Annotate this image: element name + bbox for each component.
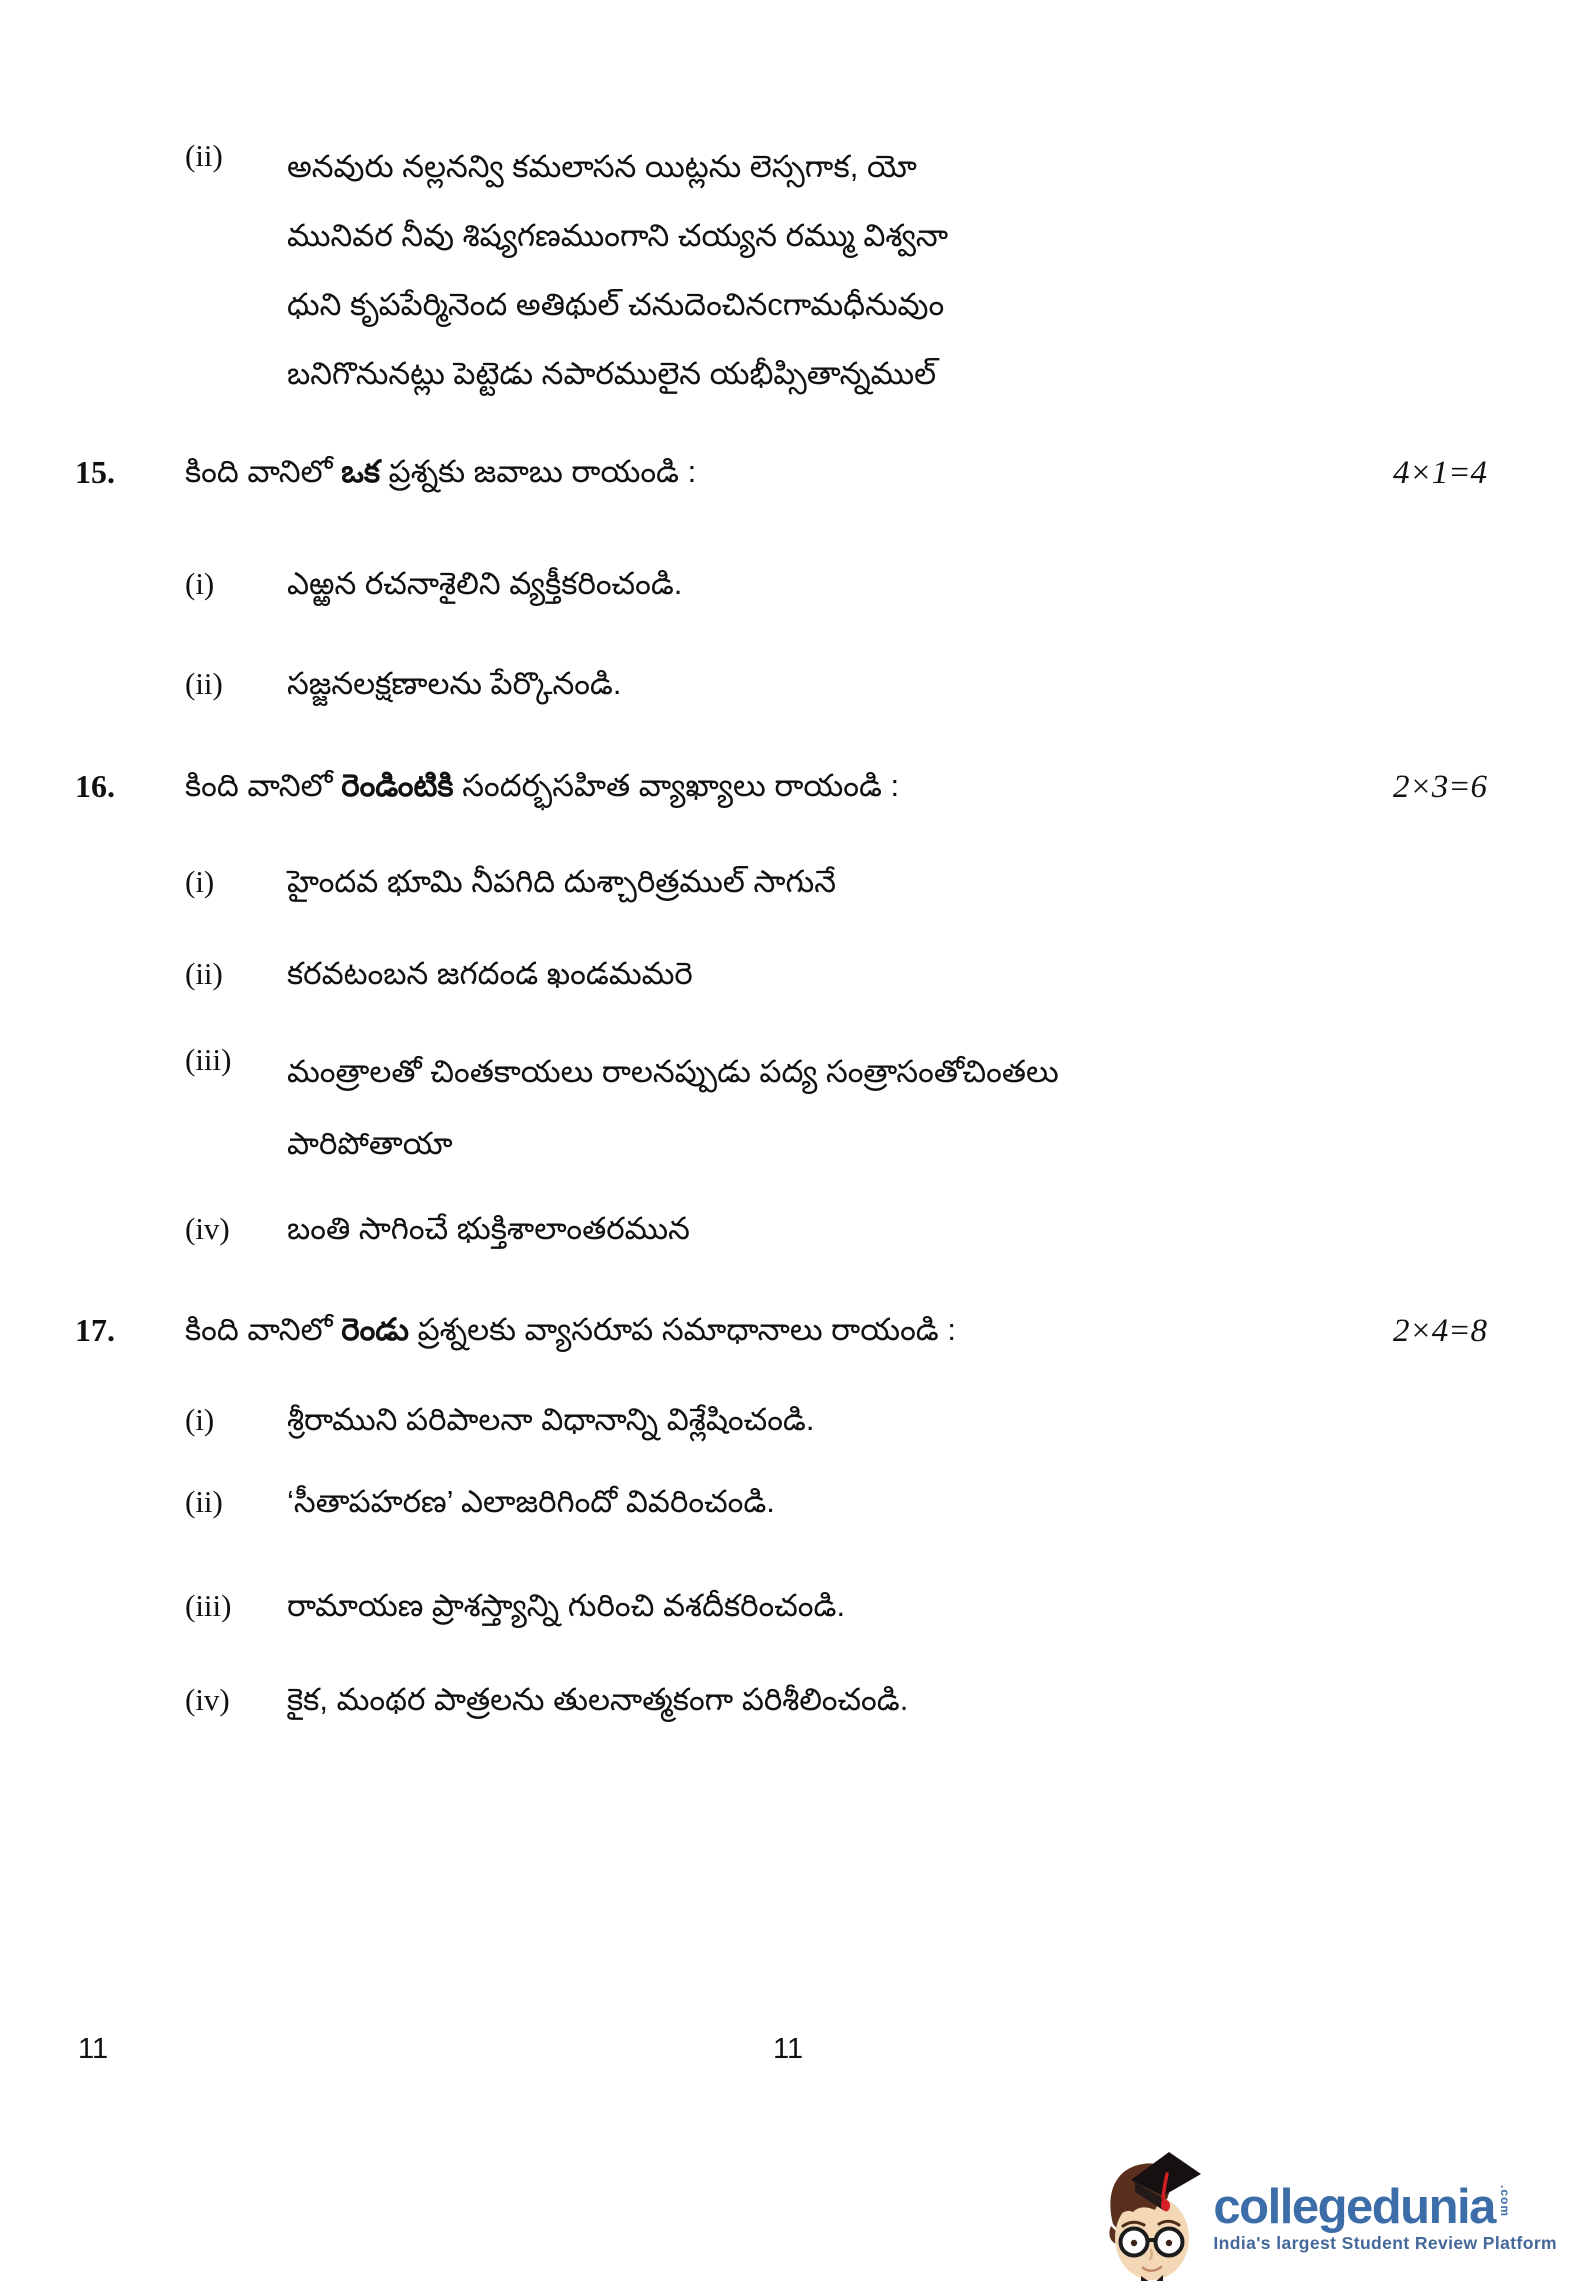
question-17-item-iv [0,1676,1571,1724]
item-text: కరవటంబన జగదండ ఖండమమరె [287,956,693,991]
verse-line: బనిగొనునట్లు పెట్టెడు నపారములైన యభీప్సితాన్నముల్ [287,356,937,391]
item-text: బంతి సాగించే భుక్తిశాలాంతరమున [287,1211,690,1246]
item-label: (ii) [185,666,223,701]
collegedunia-domain-text: .com [1497,2185,1512,2218]
collegedunia-logo[interactable] [1105,2146,1557,2281]
item-label: (ii) [185,1484,223,1519]
question-number: 15. [75,454,115,490]
item-line: మంత్రాలతో చింతకాయలు రాలనప్పుడు పద్య సంత్రాసంతోచింతలు [287,1054,1059,1089]
item-text: రామాయణ ప్రాశస్త్యాన్ని గురించి వశదీకరించండి. [287,1588,846,1623]
collegedunia-brand-text: collegedunia [1213,2180,1495,2234]
item-text: కైక, మంథర పాత్రలను తులనాత్మకంగా పరిశీలించండి. [287,1682,909,1717]
question-number: 17. [75,1312,115,1348]
page-number-center: 11 [773,2033,804,2065]
heading-post: ప్రశ్నకు జవాబు రాయండి : [380,454,697,489]
verse-block [0,132,1571,408]
item-label: (iii) [185,1042,232,1077]
page-number-left: 11 [78,2033,109,2065]
item-label: (iii) [185,1588,232,1623]
question-15-heading [0,448,1571,496]
question-16-item-ii [0,950,1571,998]
item-text: ఎఱ్ఱన రచనాశైలిని వ్యక్తీకరించండి. [287,566,683,601]
item-label: (iv) [185,1682,230,1717]
question-17-item-iii [0,1582,1571,1630]
question-17-heading [0,1306,1571,1354]
question-17-item-i [0,1396,1571,1444]
item-label: (i) [185,566,215,601]
verse-line: ధుని కృపపేర్మినెంద అతిథుల్ చనుదెంచినcగామధీనువుం [287,287,945,322]
question-15-item-ii [0,660,1571,708]
question-heading-text [185,1306,1341,1354]
heading-pre: కింది వానిలో [185,454,342,489]
item-text: శ్రీరాముని పరిపాలనా విధానాన్ని విశ్లేషించండి. [287,1402,815,1437]
heading-pre: కింది వానిలో [185,768,342,803]
question-16-item-iv [0,1205,1571,1253]
marks-label: 2×4=8 [1392,1313,1487,1349]
item-label: (i) [185,1402,215,1437]
heading-post: సందర్భసహిత వ్యాఖ్యాలు రాయండి : [453,768,900,803]
item-text: సజ్జనలక్షణాలను పేర్కొనండి. [287,666,622,701]
heading-bold: రెండింటికి [341,768,454,803]
verse-line: అనవురు నల్లనన్వి కమలాసన యిట్లను లెస్సగాక, యో [287,149,917,184]
collegedunia-mascot-icon [1105,2146,1201,2281]
question-17-item-ii [0,1478,1571,1526]
item-label: (iv) [185,1211,230,1246]
heading-bold: ఒక [341,454,381,489]
heading-post: ప్రశ్నలకు వ్యాసరూప సమాధానాలు రాయండి : [408,1312,956,1347]
marks-label: 4×1=4 [1392,455,1487,491]
question-heading-text [185,448,1341,496]
question-15-item-i [0,560,1571,608]
collegedunia-tagline: India's largest Student Review Platform [1213,2233,1557,2253]
verse-line: మునివర నీవు శిష్యగణముంగాని చయ్యన రమ్ము విశ్వనా [287,218,949,253]
item-text: హైందవ భూమి నీపగిది దుశ్చారిత్రముల్ సాగునే [287,864,837,899]
item-text: ‘సీతాపహరణ’ ఎలాజరిగిందో వివరించండి. [287,1484,775,1519]
item-label: (i) [185,864,215,899]
heading-pre: కింది వానిలో [185,1312,342,1347]
question-number: 16. [75,768,115,804]
item-label: (ii) [185,956,223,991]
collegedunia-logo-text [1213,2180,1557,2254]
question-16-item-iii [0,1036,1571,1180]
question-16-item-i [0,858,1571,906]
question-16-heading [0,762,1571,810]
item-line: పారిపోతాయా [287,1126,453,1161]
heading-bold: రెండు [341,1312,409,1347]
verse-label: (ii) [185,138,223,173]
marks-label: 2×3=6 [1392,769,1487,805]
item-text [287,1036,1451,1180]
question-heading-text [185,762,1341,810]
